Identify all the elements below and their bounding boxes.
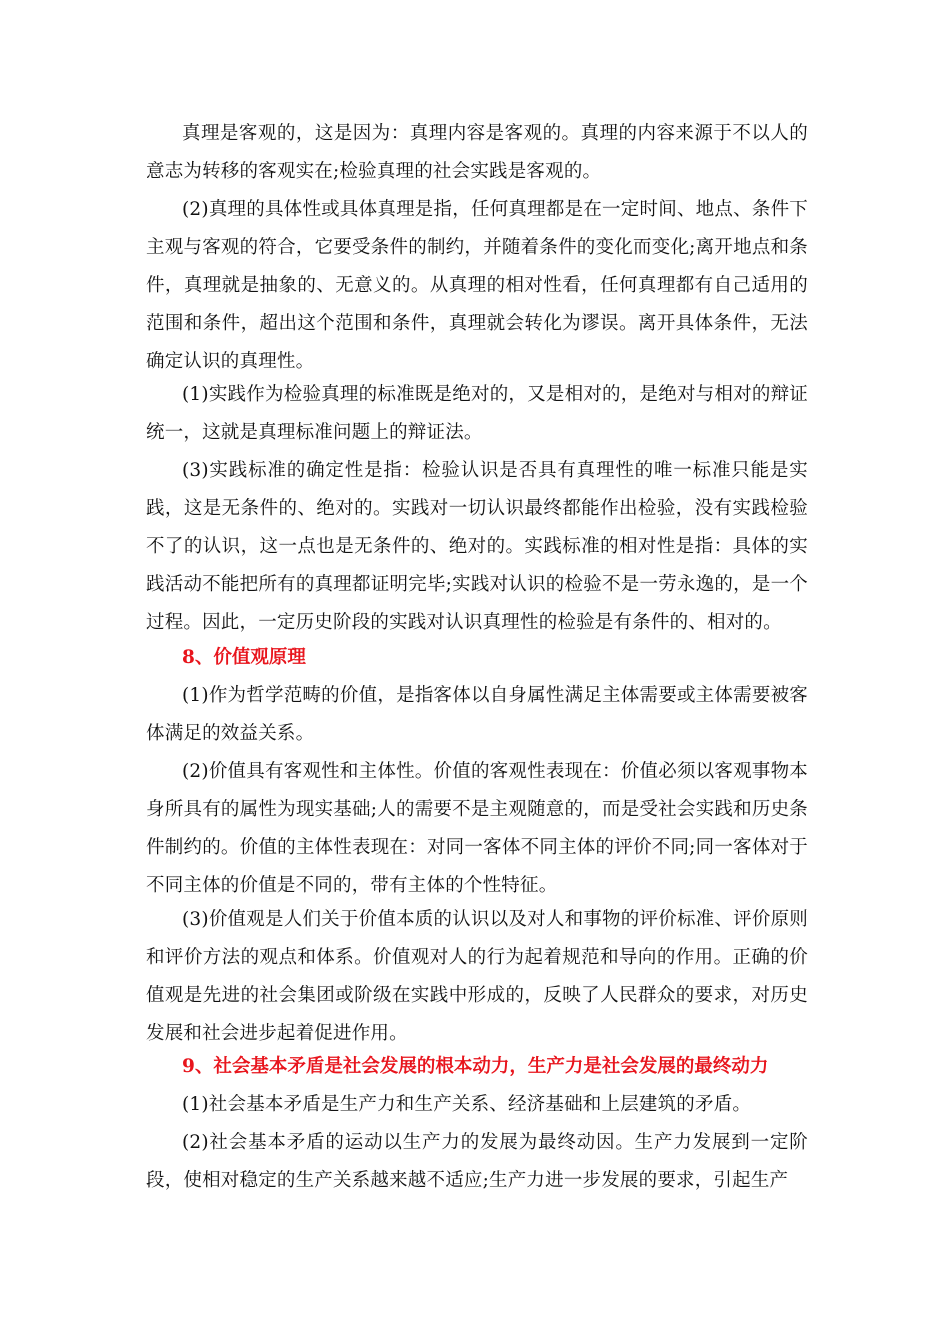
paragraph-truth-objective: 真理是客观的，这是因为：真理内容是客观的。真理的内容来源于不以人的意志为转移的客观实在;检验真理的社会实践是客观的。 [146, 123, 808, 182]
paragraph-truth-concrete: (2)真理的具体性或具体真理是指，任何真理都是在一定时间、地点、条件下主观与客观的符合，它要受条件的制约，并随着条件的变化而变化;离开地点和条件，真理就是抽象的、无意义的。从真理的相对性看，任何真理都有自己适用的范围和条件，超出这个范围和条件，真理就会转化为谬误。离开具体条件，无法确定认识的真理性。 [146, 199, 808, 372]
section-heading-social-contradiction: 9、社会基本矛盾是社会发展的根本动力，生产力是社会发展的最终动力 [182, 1056, 769, 1077]
paragraph-value-definition: (1)作为哲学范畴的价值，是指客体以自身属性满足主体需要或主体需要被客体满足的效益关系。 [146, 685, 808, 744]
paragraph-practice-certainty: (3)实践标准的确定性是指：检验认识是否具有真理性的唯一标准只能是实践，这是无条件的、绝对的。实践对一切认识最终都能作出检验，没有实践检验不了的认识，这一点也是无条件的、绝对的。实践标准的相对性是指：具体的实践活动不能把所有的真理都证明完毕;实践对认识的检验不是一劳永逸的，是一个过程。因此，一定历史阶段的实践对认识真理性的检验是有条件的、相对的。 [146, 460, 808, 633]
section-heading-values: 8、价值观原理 [182, 647, 306, 668]
paragraph-contradiction-movement: (2)社会基本矛盾的运动以生产力的发展为最终动因。生产力发展到一定阶段，使相对稳定的生产关系越来越不适应;生产力进一步发展的要求，引起生产 [146, 1132, 808, 1191]
paragraph-practice-standard: (1)实践作为检验真理的标准既是绝对的，又是相对的，是绝对与相对的辩证统一，这就是真理标准问题上的辩证法。 [146, 384, 808, 443]
paragraph-value-objectivity: (2)价值具有客观性和主体性。价值的客观性表现在：价值必须以客观事物本身所具有的属性为现实基础;人的需要不是主观随意的，而是受社会实践和历史条件制约的。价值的主体性表现在：对同一客体不同主体的评价不同;同一客体对于不同主体的价值是不同的，带有主体的个性特征。 [146, 761, 808, 896]
paragraph-value-outlook: (3)价值观是人们关于价值本质的认识以及对人和事物的评价标准、评价原则和评价方法的观点和体系。价值观对人的行为起着规范和导向的作用。正确的价值观是先进的社会集团或阶级在实践中形成的，反映了人民群众的要求，对历史发展和社会进步起着促进作用。 [146, 909, 808, 1044]
paragraph-basic-contradiction: (1)社会基本矛盾是生产力和生产关系、经济基础和上层建筑的矛盾。 [182, 1094, 752, 1115]
